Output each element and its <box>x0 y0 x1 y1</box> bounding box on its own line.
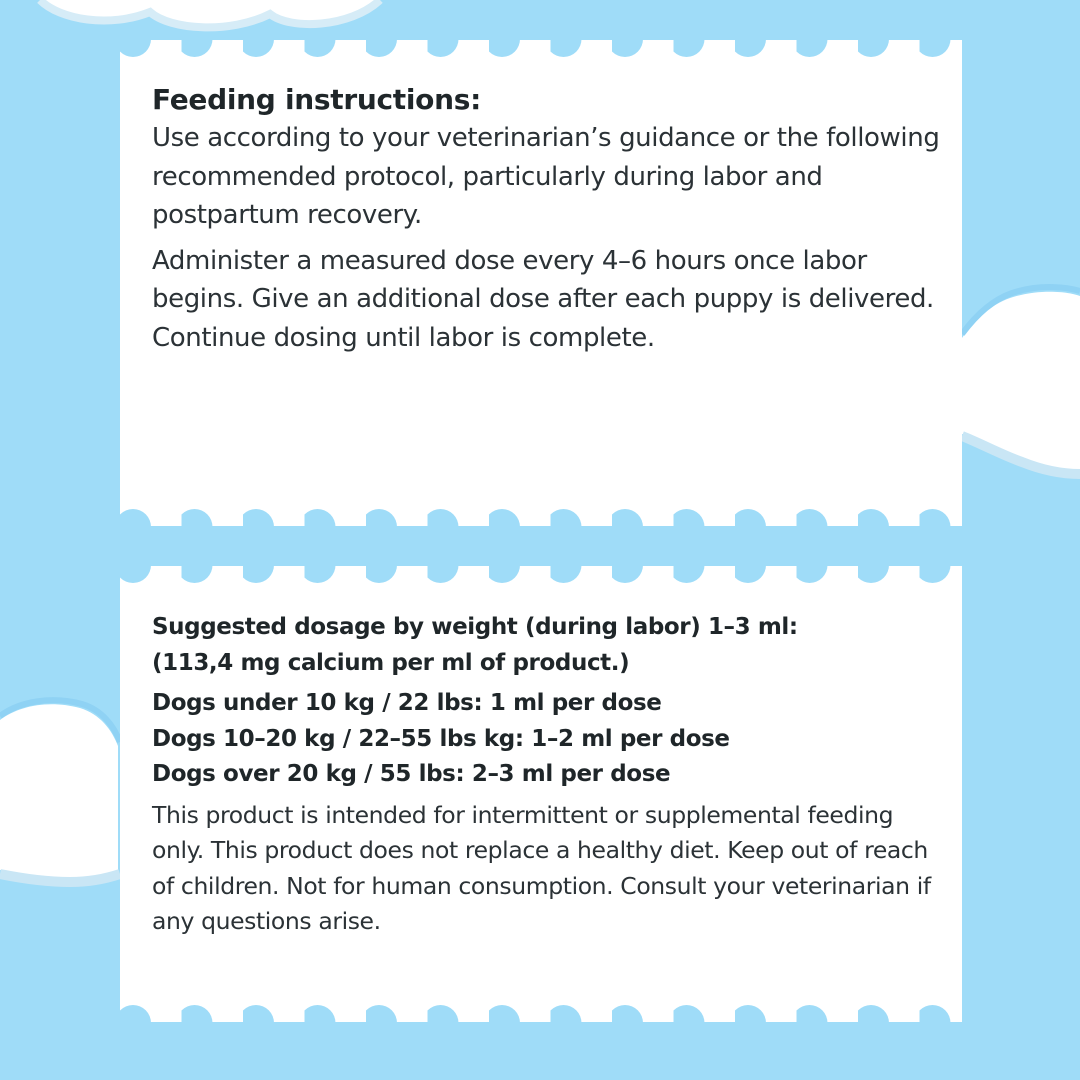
dosage-heading <box>152 610 944 681</box>
scallop-edge-top <box>120 565 962 587</box>
scallop-edge-top <box>120 39 962 61</box>
dosage-row: Dogs over 20 kg / 55 lbs: 2–3 ml per dose <box>152 761 671 787</box>
feeding-instructions-title: Feeding instructions: <box>152 83 481 116</box>
dosage-by-weight-list <box>152 686 944 793</box>
scallop-edge-bottom <box>120 505 962 527</box>
cloud-top-left <box>40 0 380 27</box>
product-notice: This product is intended for intermittent or supplemental feeding only. This product does not replace a healthy diet. Keep out of reach of children. Not for human consumption. Consult your veterinarian if any questions arise. <box>152 800 931 935</box>
feeding-guidance-paragraph: Use according to your veterinarian’s guidance or the following recommended protocol, particularly during labor and postpartum recovery. <box>152 123 940 230</box>
feeding-instructions-card <box>120 40 962 526</box>
dosage-row: Dogs under 10 kg / 22 lbs: 1 ml per dose <box>152 690 662 716</box>
dosage-content <box>152 610 944 940</box>
cloud-right <box>962 287 1080 474</box>
dosing-schedule-paragraph: Administer a measured dose every 4–6 hours once labor begins. Give an additional dose after each puppy is delivered. Continue dosing until labor is complete. <box>152 245 934 353</box>
feeding-instructions-content <box>152 83 944 364</box>
dosage-row: Dogs 10–20 kg / 22–55 lbs kg: 1–2 ml per dose <box>152 725 730 752</box>
scallop-edge-bottom <box>120 1001 962 1023</box>
dosage-heading-line: Suggested dosage by weight (during labor) 1–3 ml: <box>152 614 798 640</box>
calcium-content-line: (113,4 mg calcium per ml of product.) <box>152 649 630 676</box>
cloud-left <box>0 700 120 882</box>
dosage-card <box>120 566 962 1022</box>
